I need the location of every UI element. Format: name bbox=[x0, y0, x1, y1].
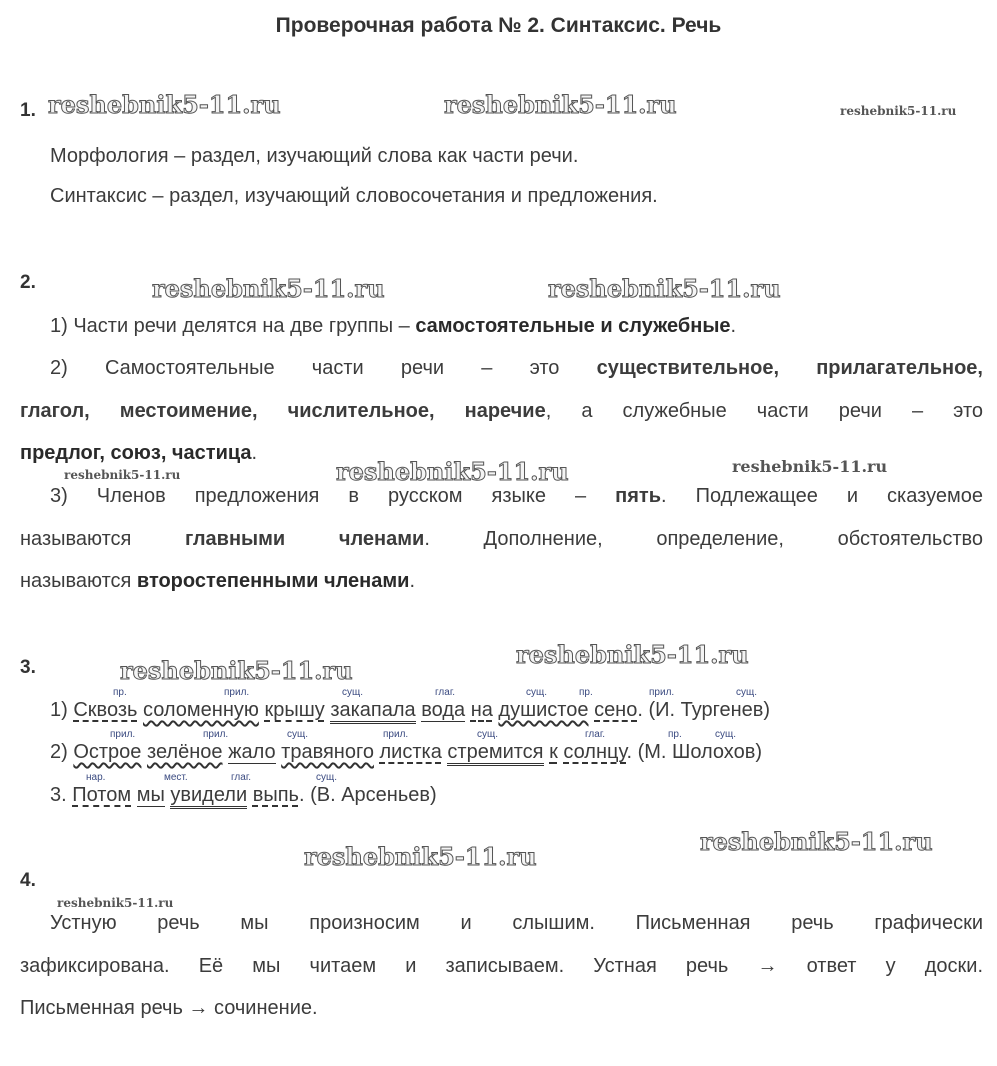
word: листка bbox=[379, 741, 442, 763]
task-1-number: 1. bbox=[20, 100, 36, 121]
word: зелёное bbox=[147, 741, 223, 763]
task-4-line-3: Письменная речь → сочинение. bbox=[20, 997, 318, 1019]
watermark: reshebnik5-11.ru bbox=[48, 90, 281, 119]
watermark: reshebnik5-11.ru bbox=[64, 468, 181, 482]
task-2-point-2-line-3: предлог, союз, частица. bbox=[20, 442, 258, 464]
word: крышу bbox=[264, 699, 325, 721]
watermark: reshebnik5-11.ru bbox=[732, 457, 888, 476]
pos-tag: сущ. bbox=[316, 772, 338, 783]
task-2-point-3-line-2: называются главными членами. Дополнение, определение, обстоятельство bbox=[20, 528, 983, 550]
word: солнцу bbox=[563, 741, 627, 763]
watermark: reshebnik5-11.ru bbox=[548, 274, 781, 303]
pos-tag: сущ. bbox=[477, 729, 499, 740]
pos-tag: глаг. bbox=[435, 687, 456, 698]
word: мы bbox=[136, 784, 165, 806]
watermark: reshebnik5-11.ru bbox=[120, 656, 353, 685]
watermark: reshebnik5-11.ru bbox=[700, 827, 933, 856]
pos-tag: сущ. bbox=[342, 687, 364, 698]
word: стремится bbox=[447, 741, 543, 766]
word: на bbox=[470, 699, 493, 721]
word: травяного bbox=[281, 741, 374, 763]
pos-tag: пр. bbox=[668, 729, 682, 740]
task-4-number: 4. bbox=[20, 870, 36, 891]
task-4-line-1: Устную речь мы произносим и слышим. Письменная речь графически bbox=[50, 912, 983, 934]
watermark: reshebnik5-11.ru bbox=[336, 457, 569, 486]
task-4-line-2: зафиксирована. Её мы читаем и записываем. Устная речь → ответ у доски. bbox=[20, 955, 983, 977]
task-2-number: 2. bbox=[20, 272, 36, 293]
task-2-point-2-line-2: глагол, местоимение, числительное, наречие, а служебные части речи – это bbox=[20, 400, 983, 422]
word: жало bbox=[228, 741, 276, 763]
pos-tag: прил. bbox=[224, 687, 250, 698]
task-2-point-3-line-3: называются второстепенными членами. bbox=[20, 570, 416, 592]
task-3-sentence-1: 1) Сквозь соломенную крышу закапала вода на душистое сено. (И. Тургенев) bbox=[50, 699, 770, 722]
word: вода bbox=[421, 699, 466, 721]
word: увидели bbox=[170, 784, 247, 809]
task-2-point-1: 1) Части речи делятся на две группы – самостоятельные и служебные. bbox=[50, 315, 737, 337]
watermark: reshebnik5-11.ru bbox=[444, 90, 677, 119]
word: Потом bbox=[72, 784, 132, 806]
word: к bbox=[549, 741, 558, 763]
pos-tag: сущ. bbox=[526, 687, 548, 698]
pos-tag: пр. bbox=[579, 687, 593, 698]
pos-tag: пр. bbox=[113, 687, 127, 698]
pos-tag: глаг. bbox=[231, 772, 252, 783]
task-1-line-1: Морфология – раздел, изучающий слова как части речи. bbox=[50, 145, 579, 167]
word: душистое bbox=[498, 699, 589, 721]
word: соломенную bbox=[143, 699, 259, 721]
pos-tag: прил. bbox=[110, 729, 136, 740]
watermark: reshebnik5-11.ru bbox=[57, 896, 174, 910]
pos-tag: мест. bbox=[164, 772, 188, 783]
word: Сквозь bbox=[73, 699, 138, 721]
watermark: reshebnik5-11.ru bbox=[516, 640, 749, 669]
pos-tag: сущ. bbox=[715, 729, 737, 740]
pos-tag: глаг. bbox=[585, 729, 606, 740]
task-1-line-2: Синтаксис – раздел, изучающий словосочетания и предложения. bbox=[50, 185, 658, 207]
task-2-point-3-line-1: 3) Членов предложения в русском языке – пять. Подлежащее и сказуемое bbox=[50, 485, 983, 507]
page-title: Проверочная работа № 2. Синтаксис. Речь bbox=[275, 14, 722, 37]
word: выпь bbox=[252, 784, 299, 806]
task-3-number: 3. bbox=[20, 657, 36, 678]
task-3-sentence-2: 2) Острое зелёное жало травяного листка стремится к солнцу. (М. Шолохов) bbox=[50, 741, 762, 764]
watermark: reshebnik5-11.ru bbox=[152, 274, 385, 303]
word: закапала bbox=[330, 699, 415, 724]
pos-tag: прил. bbox=[383, 729, 409, 740]
pos-tag: прил. bbox=[203, 729, 229, 740]
watermark: reshebnik5-11.ru bbox=[840, 104, 957, 118]
pos-tag: прил. bbox=[649, 687, 675, 698]
word: Острое bbox=[73, 741, 142, 763]
word: сено bbox=[594, 699, 638, 721]
task-2-point-2-line-1: 2) Самостоятельные части речи – это существительное, прилагательное, bbox=[50, 357, 983, 379]
pos-tag: нар. bbox=[86, 772, 106, 783]
pos-tag: сущ. bbox=[287, 729, 309, 740]
task-3-sentence-3: 3. Потом мы увидели выпь. (В. Арсеньев) bbox=[50, 784, 437, 807]
watermark: reshebnik5-11.ru bbox=[304, 842, 537, 871]
pos-tag: сущ. bbox=[736, 687, 758, 698]
